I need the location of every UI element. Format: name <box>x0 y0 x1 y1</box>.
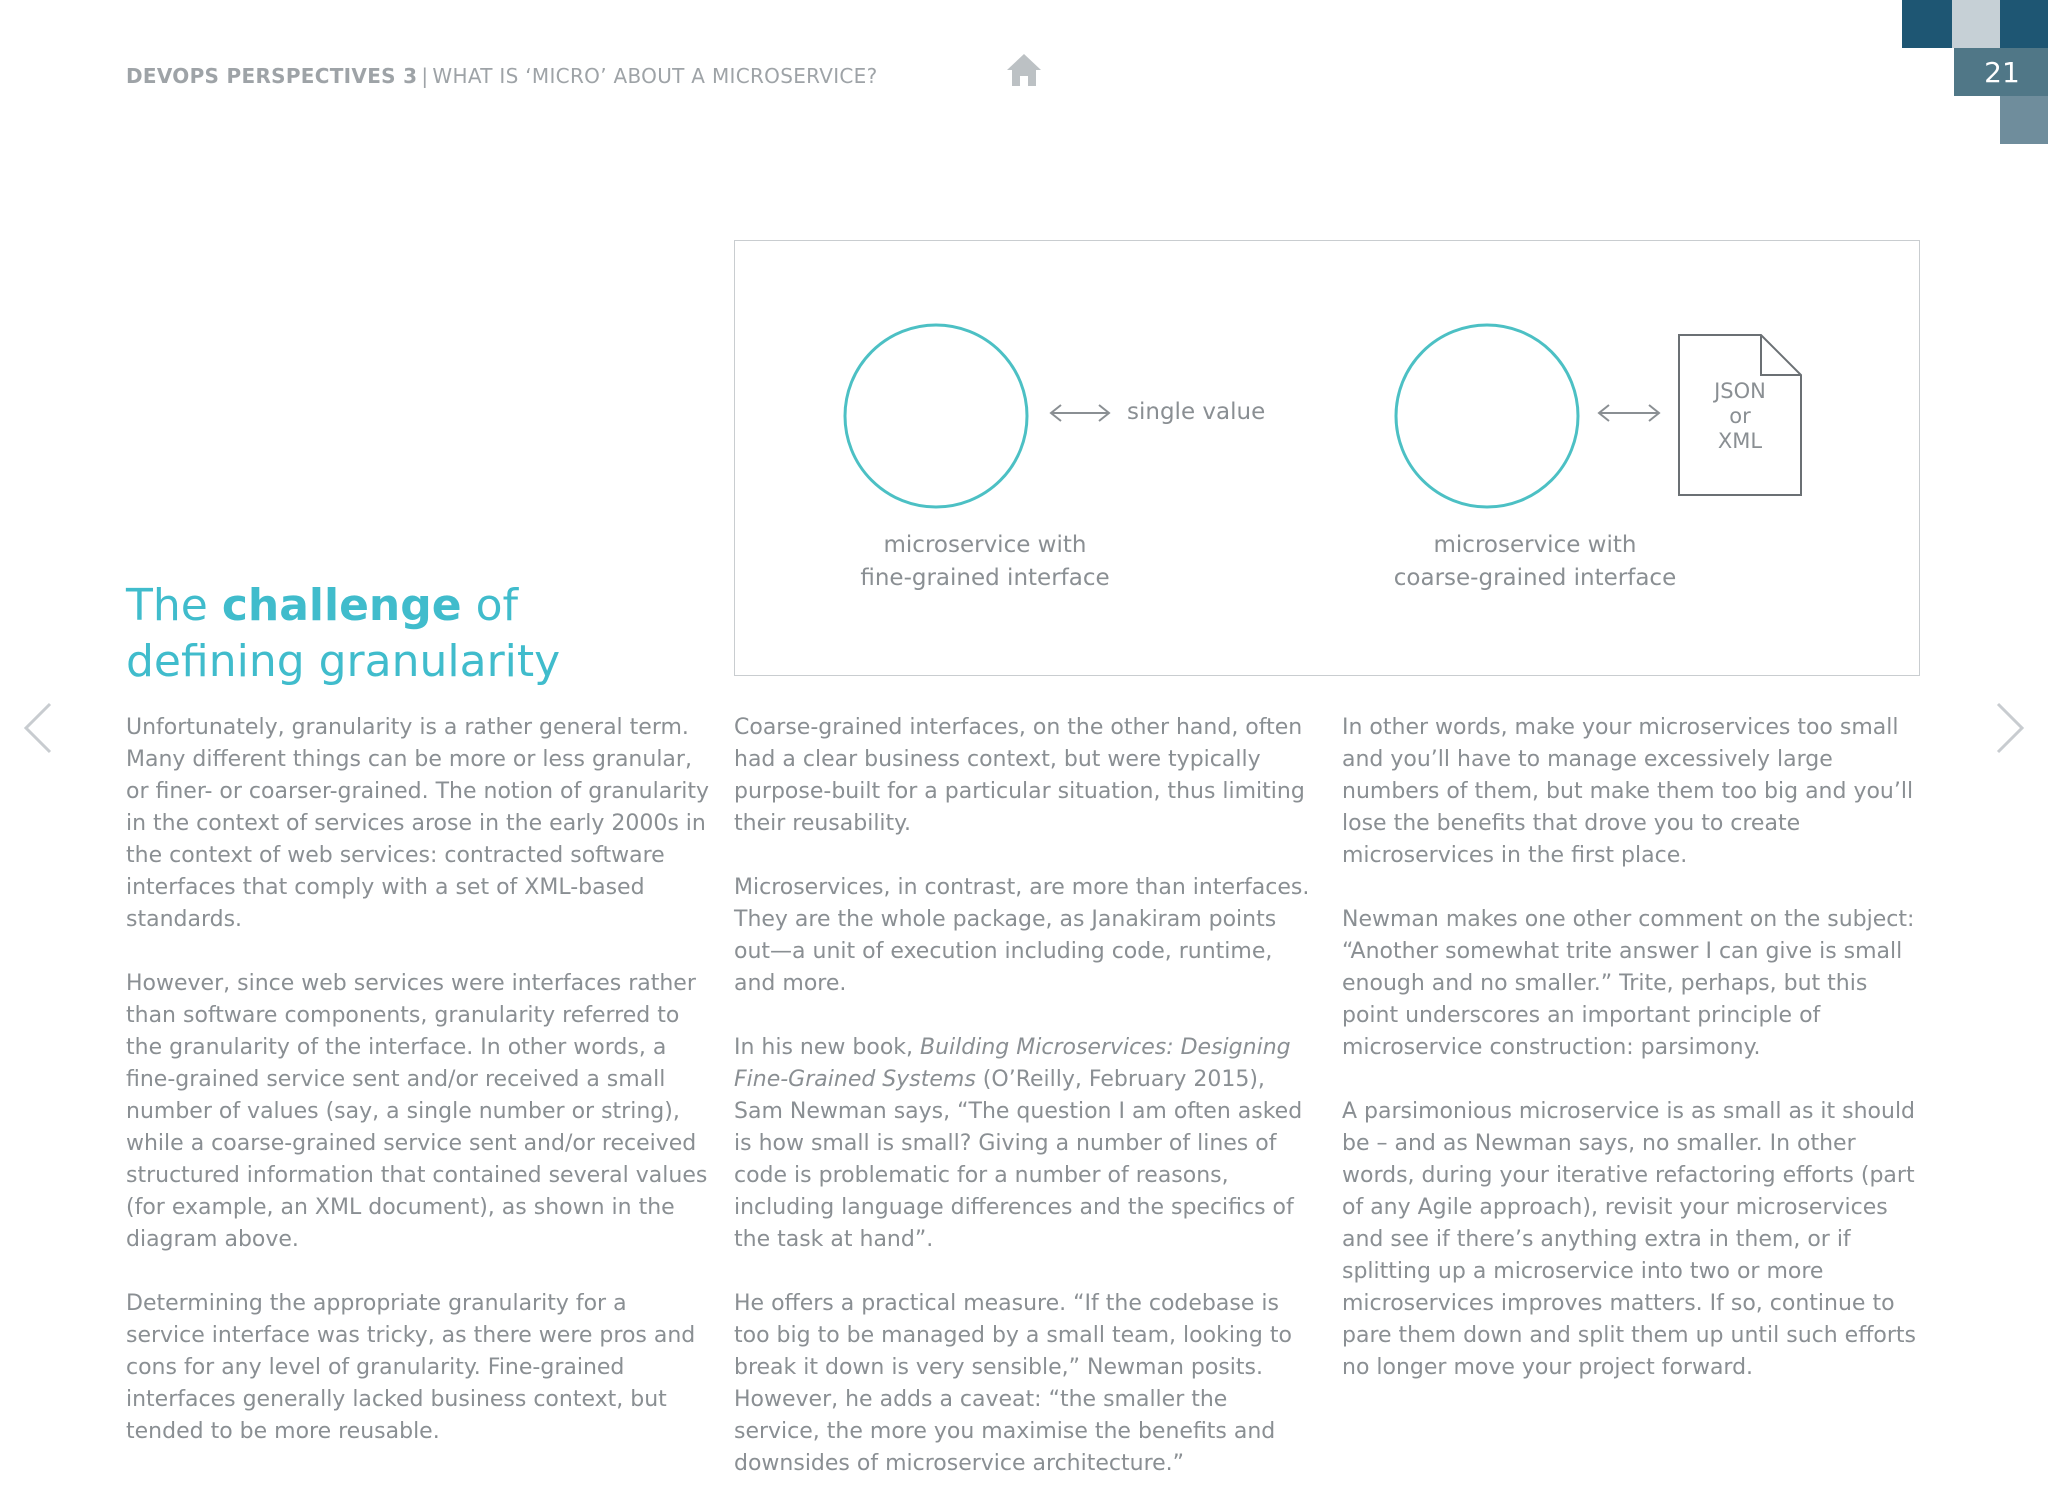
caption-line: fine-grained interface <box>860 565 1110 591</box>
chapter-title: WHAT IS ‘MICRO’ ABOUT A MICROSERVICE? <box>432 64 878 88</box>
diagram-graphics <box>735 241 1921 677</box>
paragraph: A parsimonious microservice is as small as it should be – and as Newman says, no smaller. In other words, during your iterative refactoring efforts (part of any Agile approach), revisit your microservices and see if there’s anything extra in them, or if splitting up a microservice into two or more microservices improves matters. If so, continue to pare them down and split them up until such efforts no longer move your project forward. <box>1342 1099 1916 1380</box>
doc-format-json: JSON <box>1714 379 1766 403</box>
granularity-diagram <box>734 240 1920 676</box>
title-part: of <box>461 580 518 631</box>
doc-format-or: or <box>1729 404 1751 428</box>
header-separator: | <box>421 64 429 88</box>
book-title: Building Microservices: Designing Fine-Grained Systems <box>734 1035 1291 1092</box>
text-column-1 <box>126 712 710 1480</box>
publication-series: DEVOPS PERSPECTIVES 3 <box>126 64 418 88</box>
document-format-label <box>1679 379 1801 454</box>
section-title <box>126 578 686 690</box>
paragraph: He offers a practical measure. “If the codebase is too big to be managed by a small team, looking to break it down is very sensible,” Newman posits. However, he adds a caveat: “the smaller the service, the more you maximise the benefits and downsides of microservice architecture.” <box>734 1291 1292 1476</box>
page-number: 21 <box>1954 48 2048 96</box>
chevron-right-icon[interactable] <box>1994 700 2026 756</box>
single-value-label: single value <box>1127 399 1266 425</box>
paragraph: Determining the appropriate granularity for a service interface was tricky, as there were pros and cons for any level of granularity. Fine-grained interfaces generally lacked business context, but tended to be more reusable. <box>126 1291 696 1444</box>
home-icon[interactable] <box>1004 50 1044 90</box>
bidirectional-arrow-icon <box>1599 405 1659 421</box>
bidirectional-arrow-icon <box>1051 405 1109 421</box>
paragraph: In other words, make your microservices too small and you’ll have to manage excessively large numbers of them, but make them too big and you’ll lose the benefits that drove you to create microservices in the first place. <box>1342 715 1914 868</box>
text-column-2 <box>734 712 1318 1512</box>
doc-format-xml: XML <box>1717 429 1763 453</box>
coarse-grained-caption <box>1335 529 1735 595</box>
chevron-left-icon[interactable] <box>22 700 54 756</box>
text-column-3 <box>1342 712 1926 1416</box>
paragraph-text: In his new book, <box>734 1035 921 1060</box>
coarse-grained-microservice-circle <box>1396 325 1578 507</box>
paragraph: Coarse-grained interfaces, on the other hand, often had a clear business context, but were typically purpose-built for a particular situation, thus limiting their reusability. <box>734 715 1305 836</box>
caption-line: coarse-grained interface <box>1393 565 1677 591</box>
paragraph: Newman makes one other comment on the subject: “Another somewhat trite answer I can give is small enough and no smaller.” Trite, perhaps, but this point underscores an important principle of microservice construction: parsimony. <box>1342 907 1915 1060</box>
paragraph: Microservices, in contrast, are more than interfaces. They are the whole package, as Janakiram points out—a unit of execution including code, runtime, and more. <box>734 875 1310 996</box>
title-emphasis: challenge <box>221 580 462 631</box>
running-header <box>126 64 878 88</box>
paragraph: However, since web services were interfaces rather than software components, granularity referred to the granularity of the interface. In other words, a fine-grained service sent and/or received a small number of values (say, a single number or string), while a coarse-grained service sent and/or received structured information that contained several values (for example, an XML document), as shown in the diagram above. <box>126 971 708 1252</box>
title-part: The <box>126 580 222 631</box>
paragraph <box>734 1032 1318 1256</box>
fine-grained-caption <box>815 529 1155 595</box>
paragraph: Unfortunately, granularity is a rather general term. Many different things can be more or less granular, or finer- or coarser-grained. The notion of granularity in the context of services arose in the early 2000s in the context of web services: contracted software interfaces that comply with a set of XML-based standards. <box>126 715 710 932</box>
caption-line: microservice with <box>1433 532 1637 558</box>
paragraph-text: (O’Reilly, February 2015), Sam Newman says, “The question I am often asked is how small is small? Giving a number of lines of code is problematic for a number of reasons, including language differences and the specifics of the task at hand”. <box>734 1067 1303 1252</box>
title-line-2: defining granularity <box>126 636 561 687</box>
fine-grained-microservice-circle <box>845 325 1027 507</box>
caption-line: microservice with <box>883 532 1087 558</box>
